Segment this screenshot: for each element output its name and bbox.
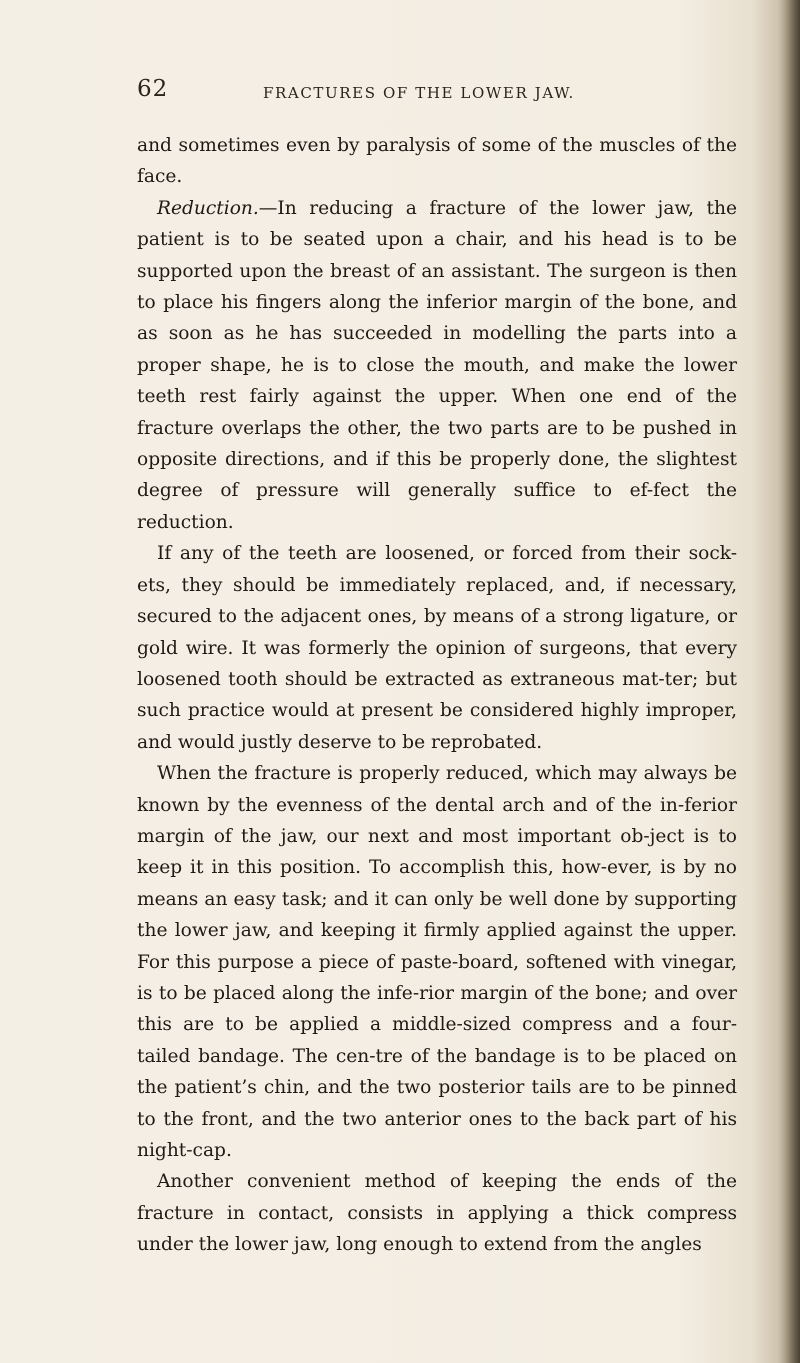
running-title: FRACTURES OF THE LOWER JAW. bbox=[263, 84, 575, 102]
page-edge-shadow bbox=[778, 0, 800, 1363]
section-heading-reduction: Reduction. bbox=[157, 197, 259, 219]
paragraph-1: and sometimes even by paralysis of some of the muscles of the face. bbox=[137, 135, 737, 188]
paragraph-4: When the fracture is properly reduced, which may always be known by the evenness of the dental arch and of the in-ferior margin of the jaw, our next and most important ob-ject is to keep it in this position. To accomplish this, how-ever, is by no means an easy task; and it can only be well done by supporting the lower jaw, and keeping it firmly applied against the upper. For this purpose a piece of paste-board, softened with vinegar, is to be placed along the infe-rior margin of the bone; and over this are to be applied a middle-sized compress and a four-tailed bandage. The cen-tre of the bandage is to be placed on the patient’s chin, and the two posterior tails are to be pinned to the front, and the two anterior ones to the back part of his night-cap. bbox=[137, 763, 737, 1161]
page-number: 62 bbox=[137, 76, 169, 102]
paragraph-5: Another convenient method of keeping the ends of the fracture in contact, consists in applying a thick compress under the lower jaw, long enough to extend from the angles bbox=[137, 1171, 737, 1256]
paragraph-2 bbox=[137, 193, 737, 538]
paragraph-2-text: —In reducing a fracture of the lower jaw, the patient is to be seated upon a chair, and his head is to be supported upon the breast of an assistant. The surgeon is then to place his fingers along the inferior margin of the bone, and as soon as he has succeeded in modelling the parts into a proper shape, he is to close the mouth, and make the lower teeth rest fairly against the upper. When one end of the fracture overlaps the other, the two parts are to be pushed in opposite directions, and if this be properly done, the slightest degree of pressure will generally suffice to ef-fect the reduction. bbox=[137, 197, 737, 533]
body-text bbox=[137, 130, 737, 1261]
page-header bbox=[137, 76, 737, 116]
paragraph-3: If any of the teeth are loosened, or forced from their sock-ets, they should be immediately replaced, and, if necessary, secured to the adjacent ones, by means of a strong ligature, or gold wire. It was formerly the opinion of surgeons, that every loosened tooth should be extracted as extraneous mat-ter; but such practice would at present be considered highly improper, and would justly deserve to be reprobated. bbox=[137, 543, 737, 753]
